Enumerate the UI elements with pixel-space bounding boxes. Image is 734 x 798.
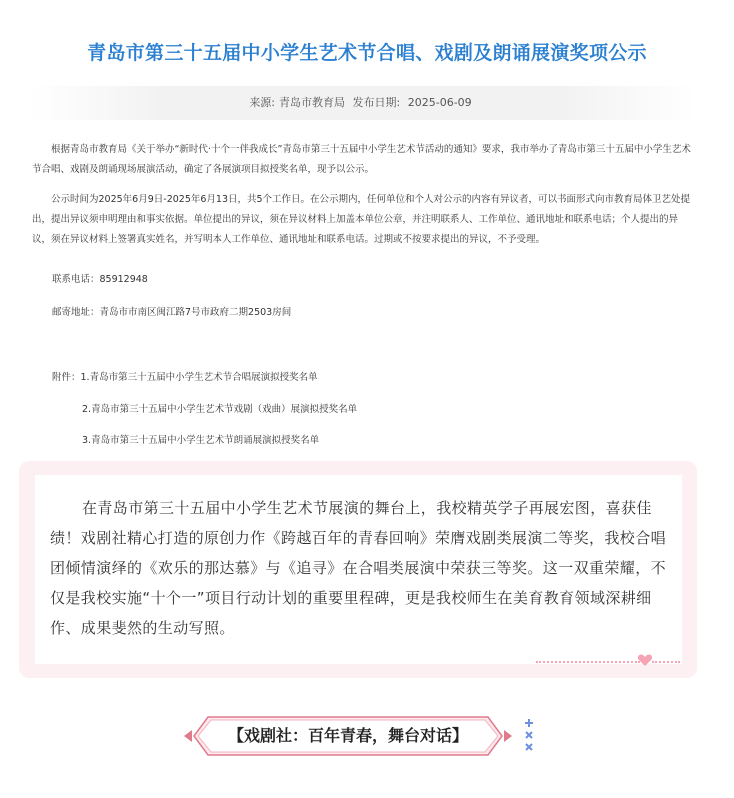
divider-dots-right: [652, 661, 680, 663]
section-banner-title: 【戏剧社：百年青春，舞台对话】: [227, 726, 468, 745]
attachment-2-link[interactable]: 2.青岛市第三十五届中小学生艺术节戏剧（戏曲）展演拟授奖名单: [82, 404, 358, 415]
source-value: 青岛市教育局: [279, 96, 346, 109]
paragraph-notice: 公示时间为2025年6月9日-2025年6月13日，共5个工作日。在公示期内，任何单位和个人对公示的内容有异议者，可以书面形式向市教育局体卫艺处提出，提出异议须申明理由和事实依据。单位提出的异议，须在异议材料上加盖本单位公章，并注明联系人、工作单位、通讯地址和联系电话；个人提出的异议，须在异议材料上签署真实姓名，并写明本人工作单位、通讯地址和联系电话。过期或不按要求提出的异议，不予受理。: [32, 194, 691, 245]
page-title: 青岛市第三十五届中小学生艺术节合唱、戏剧及朗诵展演奖项公示: [87, 42, 647, 64]
source-label: 来源:: [249, 96, 276, 109]
attachment-3-link[interactable]: 3.青岛市第三十五届中小学生艺术节朗诵展演拟授奖名单: [82, 435, 320, 446]
divider-dots: [536, 661, 640, 663]
date-value: 2025-06-09: [407, 96, 472, 109]
article-meta: [30, 86, 695, 120]
paragraph-intro: 根据青岛市教育局《关于举办“新时代·十个一伴我成长”青岛市第三十五届中小学生艺术节活动的通知》要求，我市举办了青岛市第三十五届中小学生艺术节合唱、戏剧及朗诵现场展演活动，确定了各展演项目拟授奖名单，现予以公示。: [32, 144, 691, 175]
contact-phone: 联系电话：85912948: [52, 274, 148, 285]
contact-address: 邮寄地址：青岛市市南区闽江路7号市政府二期2503房间: [52, 307, 292, 318]
date-label: 发布日期:: [352, 96, 401, 109]
heart-icon: [637, 652, 653, 668]
article-body: [32, 140, 692, 260]
highlight-text: 在青岛市第三十五届中小学生艺术节展演的舞台上，我校精英学子再展宏图，喜获佳绩！戏剧社精心打造的原创力作《跨越百年的青春回响》荣膺戏剧类展演二等奖，我校合唱团倾情演绎的《欢乐的那达慕》与《追寻》在合唱类展演中荣获三等奖。这一双重荣耀，不仅是我校实施“十个一”项目行动计划的重要里程碑，更是我校师生在美育教育领域深耕细作、成果斐然的生动写照。: [50, 499, 667, 637]
attachment-1-link[interactable]: 附件：1.青岛市第三十五届中小学生艺术节合唱展演拟授奖名单: [52, 372, 318, 383]
cross-decoration-icon: [522, 716, 536, 756]
